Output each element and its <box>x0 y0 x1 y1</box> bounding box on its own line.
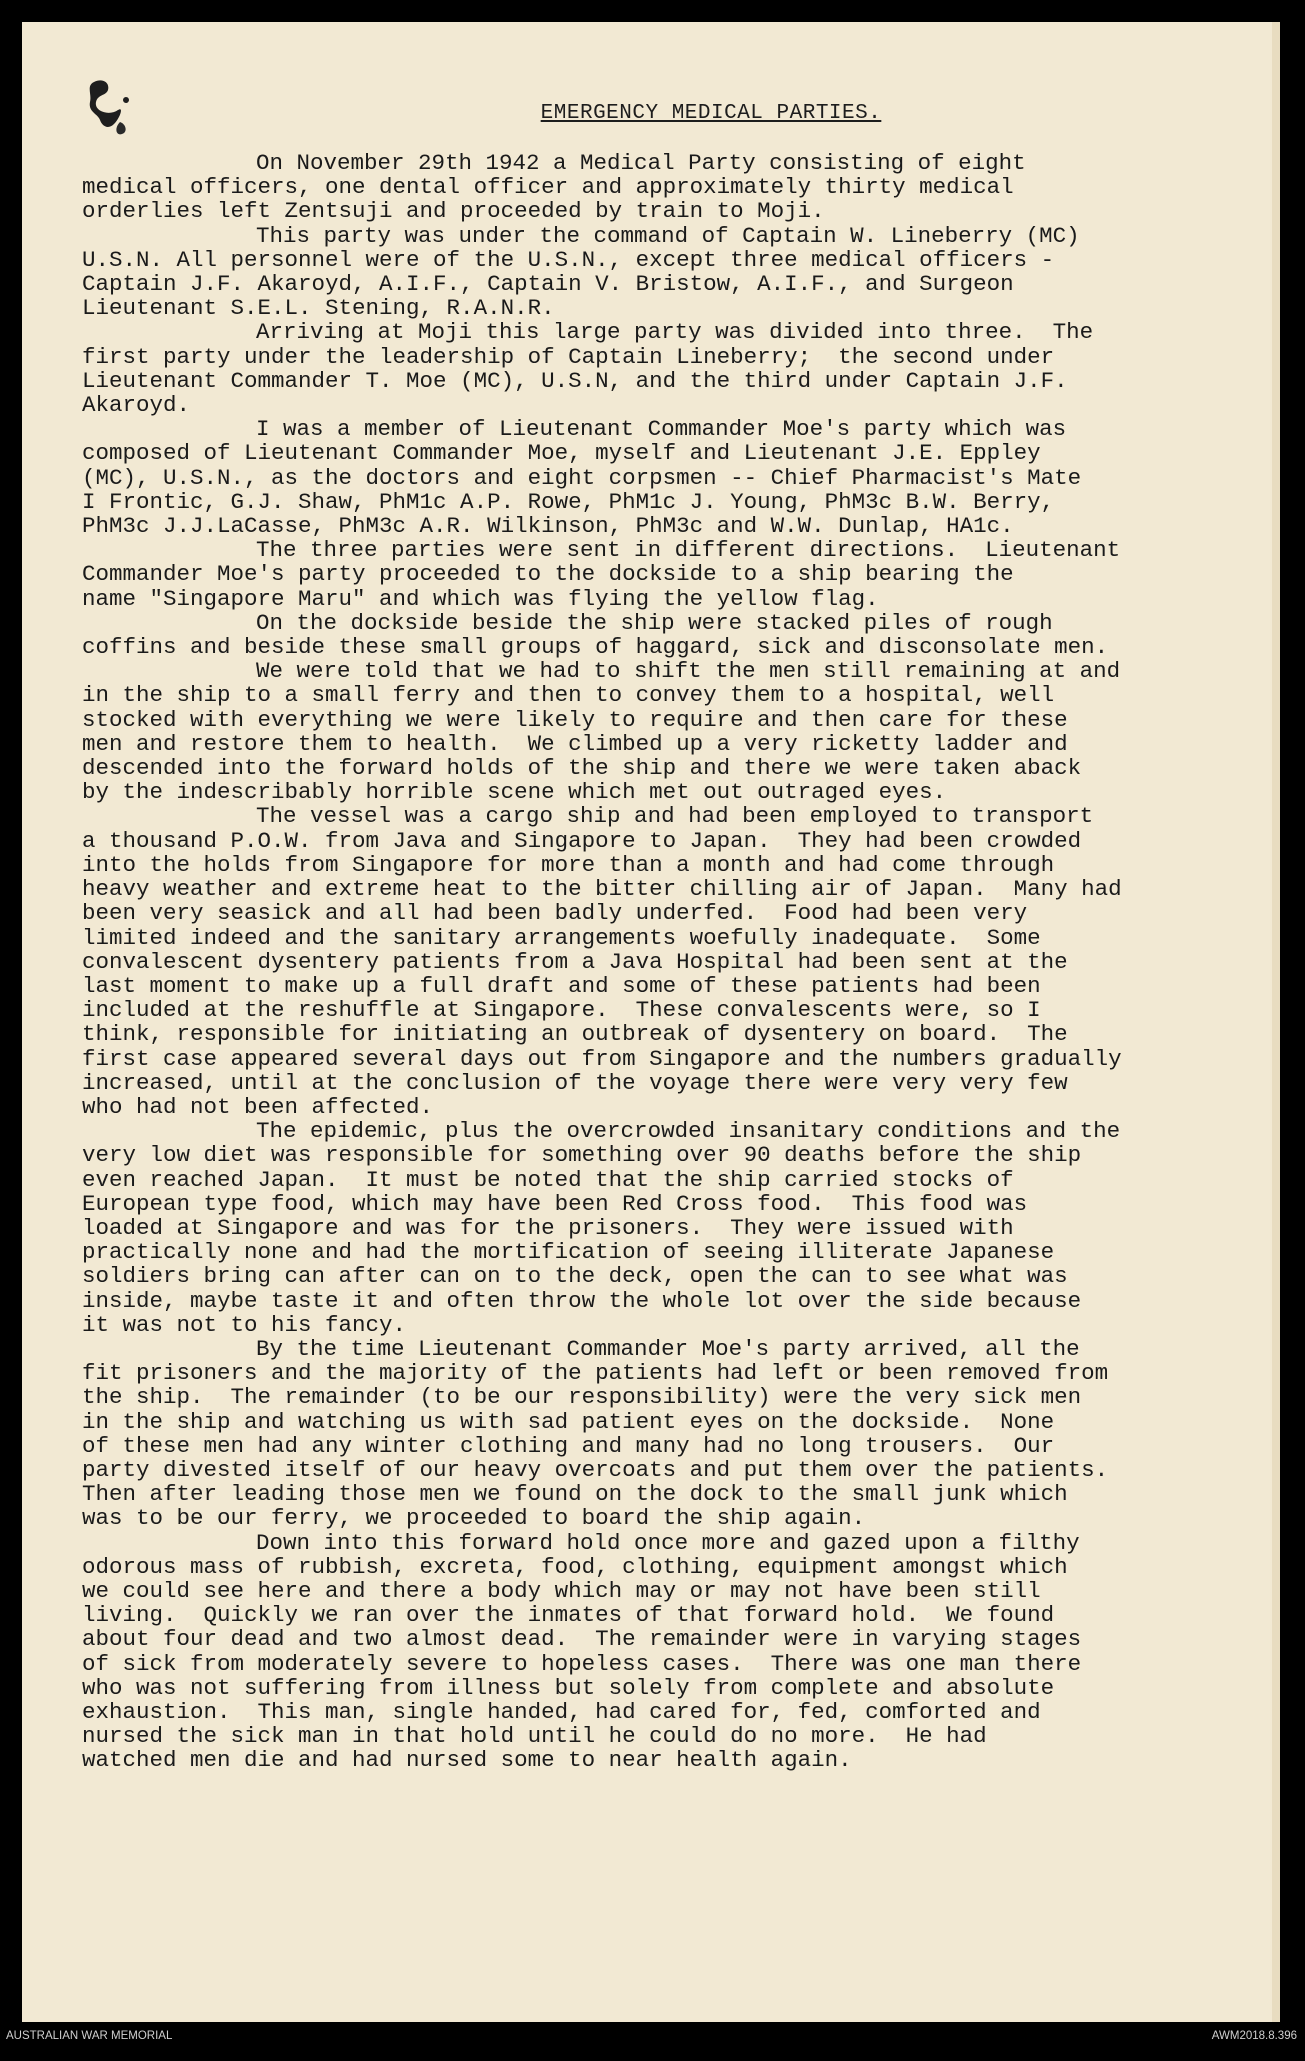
text-line: stocked with everything we were likely to require and then care for these <box>82 706 1068 733</box>
text-line: was to be our ferry, we proceeded to board the ship again. <box>82 1505 866 1532</box>
text-line: very low diet was responsible for something over 90 deaths before the ship <box>82 1142 1082 1169</box>
text-line: I Frontic, G.J. Shaw, PhM1c A.P. Rowe, PhM1c J. Young, PhM3c B.W. Berry, <box>82 488 1055 515</box>
footer-reference-number: AWM2018.8.396 <box>1211 2030 1297 2042</box>
text-line: included at the reshuffle at Singapore. These convalescents were, so I <box>82 997 1041 1024</box>
document-title: EMERGENCY MEDICAL PARTIES. <box>540 102 882 125</box>
paragraph <box>82 417 1262 538</box>
text-line: The three parties were sent in different directions. Lieutenant <box>256 537 1121 564</box>
paragraph <box>82 320 1262 417</box>
text-line: PhM3c J.J.LaCasse, PhM3c A.R. Wilkinson, PhM3c and W.W. Dunlap, HA1c. <box>82 513 1014 540</box>
text-line: even reached Japan. It must be noted that the ship carried stocks of <box>82 1166 1014 1193</box>
text-line: fit prisoners and the majority of the patients had left or been removed from <box>82 1360 1109 1387</box>
text-line: Arriving at Moji this large party was divided into three. The <box>256 319 1094 346</box>
text-line: nursed the sick man in that hold until he could do no more. He had <box>82 1723 987 1750</box>
text-line: loaded at Singapore and was for the prisoners. They were issued with <box>82 1214 1014 1241</box>
text-line: it was not to his fancy. <box>82 1311 407 1338</box>
text-line: practically none and had the mortification of seeing illiterate Japanese <box>82 1239 1055 1266</box>
text-line: Down into this forward hold once more and gazed upon a filthy <box>256 1529 1080 1556</box>
text-line: watched men die and had nursed some to near health again. <box>82 1747 852 1774</box>
text-line: odorous mass of rubbish, excreta, food, clothing, equipment amongst which <box>82 1553 1068 1580</box>
text-line: a thousand P.O.W. from Java and Singapore to Japan. They had been crowded <box>82 827 1082 854</box>
text-line: Lieutenant S.E.L. Stening, R.A.N.R. <box>82 295 555 322</box>
paragraph <box>82 151 1262 224</box>
text-line: On the dockside beside the ship were stacked piles of rough <box>256 609 1053 636</box>
text-line: been very seasick and all had been badly underfed. Food had been very <box>82 900 1028 927</box>
paragraph <box>82 804 1262 1119</box>
paragraph <box>82 538 1262 611</box>
text-line: name "Singapore Maru" and which was flying the yellow flag. <box>82 585 879 612</box>
text-line: European type food, which may have been Red Cross food. This food was <box>82 1190 1028 1217</box>
text-line: into the holds from Singapore for more than a month and had come through <box>82 851 1055 878</box>
text-line: (MC), U.S.N., as the doctors and eight corpsmen -- Chief Pharmacist's Mate <box>82 464 1082 491</box>
text-line: who had not been affected. <box>82 1093 434 1120</box>
paragraph <box>82 1531 1262 1773</box>
text-line: who was not suffering from illness but solely from complete and absolute <box>82 1674 1055 1701</box>
text-line: inside, maybe taste it and often throw the whole lot over the side because <box>82 1287 1082 1314</box>
text-line: We were told that we had to shift the men still remaining at and <box>256 658 1121 685</box>
text-line: in the ship and watching us with sad patient eyes on the dockside. None <box>82 1408 1055 1435</box>
text-line: think, responsible for initiating an outbreak of dysentery on board. The <box>82 1021 1068 1048</box>
text-line: I was a member of Lieutenant Commander Moe's party which was <box>256 416 1067 443</box>
text-line: The epidemic, plus the overcrowded insanitary conditions and the <box>256 1118 1121 1145</box>
text-line: By the time Lieutenant Commander Moe's party arrived, all the <box>256 1335 1080 1362</box>
text-line: Akaroyd. <box>82 392 191 419</box>
text-line: descended into the forward holds of the ship and there we were taken aback <box>82 755 1082 782</box>
text-line: Lieutenant Commander T. Moe (MC), U.S.N, and the third under Captain J.F. <box>82 367 1068 394</box>
text-line: first case appeared several days out from Singapore and the numbers gradually <box>82 1045 1122 1072</box>
text-line: of these men had any winter clothing and many had no long trousers. Our <box>82 1432 1055 1459</box>
text-line: Commander Moe's party proceeded to the dockside to a ship bearing the <box>82 561 1014 588</box>
text-line: we could see here and there a body which may or may not have been still <box>82 1577 1041 1604</box>
document-page <box>22 22 1280 2022</box>
text-line: men and restore them to health. We climbed up a very ricketty ladder and <box>82 730 1068 757</box>
text-line: soldiers bring can after can on to the deck, open the can to see what was <box>82 1263 1068 1290</box>
text-line: The vessel was a cargo ship and had been employed to transport <box>256 803 1094 830</box>
paragraph <box>82 611 1262 659</box>
text-line: of sick from moderately severe to hopeless cases. There was one man there <box>82 1650 1082 1677</box>
page-edge <box>1272 22 1280 2022</box>
text-line: first party under the leadership of Captain Lineberry; the second under <box>82 343 1055 370</box>
text-line: living. Quickly we ran over the inmates of that forward hold. We found <box>82 1602 1055 1629</box>
text-line: the ship. The remainder (to be our responsibility) were the very sick men <box>82 1384 1082 1411</box>
text-line: increased, until at the conclusion of the voyage there were very very few <box>82 1069 1068 1096</box>
text-line: last moment to make up a full draft and some of these patients had been <box>82 972 1041 999</box>
text-line: in the ship to a small ferry and then to convey them to a hospital, well <box>82 682 1055 709</box>
text-line: limited indeed and the sanitary arrangements woefully inadequate. Some <box>82 924 1041 951</box>
text-line: Captain J.F. Akaroyd, A.I.F., Captain V. Bristow, A.I.F., and Surgeon <box>82 271 1014 298</box>
text-line: convalescent dysentery patients from a Java Hospital had been sent at the <box>82 948 1068 975</box>
archive-footer <box>0 2030 1305 2054</box>
document-body <box>82 151 1262 1773</box>
text-line: about four dead and two almost dead. The remainder were in varying stages <box>82 1626 1082 1653</box>
text-line: U.S.N. All personnel were of the U.S.N., except three medical officers - <box>82 246 1055 273</box>
paragraph <box>82 1337 1262 1531</box>
text-line: by the indescribably horrible scene which met out outraged eyes. <box>82 779 947 806</box>
footer-institution: AUSTRALIAN WAR MEMORIAL <box>6 2030 173 2042</box>
text-line: party divested itself of our heavy overcoats and put them over the patients. <box>82 1456 1109 1483</box>
paragraph <box>82 659 1262 804</box>
text-line: composed of Lieutenant Commander Moe, myself and Lieutenant J.E. Eppley <box>82 440 1041 467</box>
paragraph <box>82 1119 1262 1337</box>
text-line: On November 29th 1942 a Medical Party consisting of eight <box>256 150 1026 176</box>
text-line: medical officers, one dental officer and approximately thirty medical <box>82 174 1014 201</box>
text-line: orderlies left Zentsuji and proceeded by train to Moji. <box>82 198 825 225</box>
paragraph <box>82 224 1262 321</box>
text-line: This party was under the command of Captain W. Lineberry (MC) <box>256 222 1080 249</box>
text-line: exhaustion. This man, single handed, had cared for, fed, comforted and <box>82 1699 1041 1725</box>
text-line: coffins and beside these small groups of haggard, sick and disconsolate men. <box>82 634 1109 661</box>
text-line: heavy weather and extreme heat to the bitter chilling air of Japan. Many had <box>82 876 1122 903</box>
text-line: Then after leading those men we found on the dock to the small junk which <box>82 1481 1068 1508</box>
